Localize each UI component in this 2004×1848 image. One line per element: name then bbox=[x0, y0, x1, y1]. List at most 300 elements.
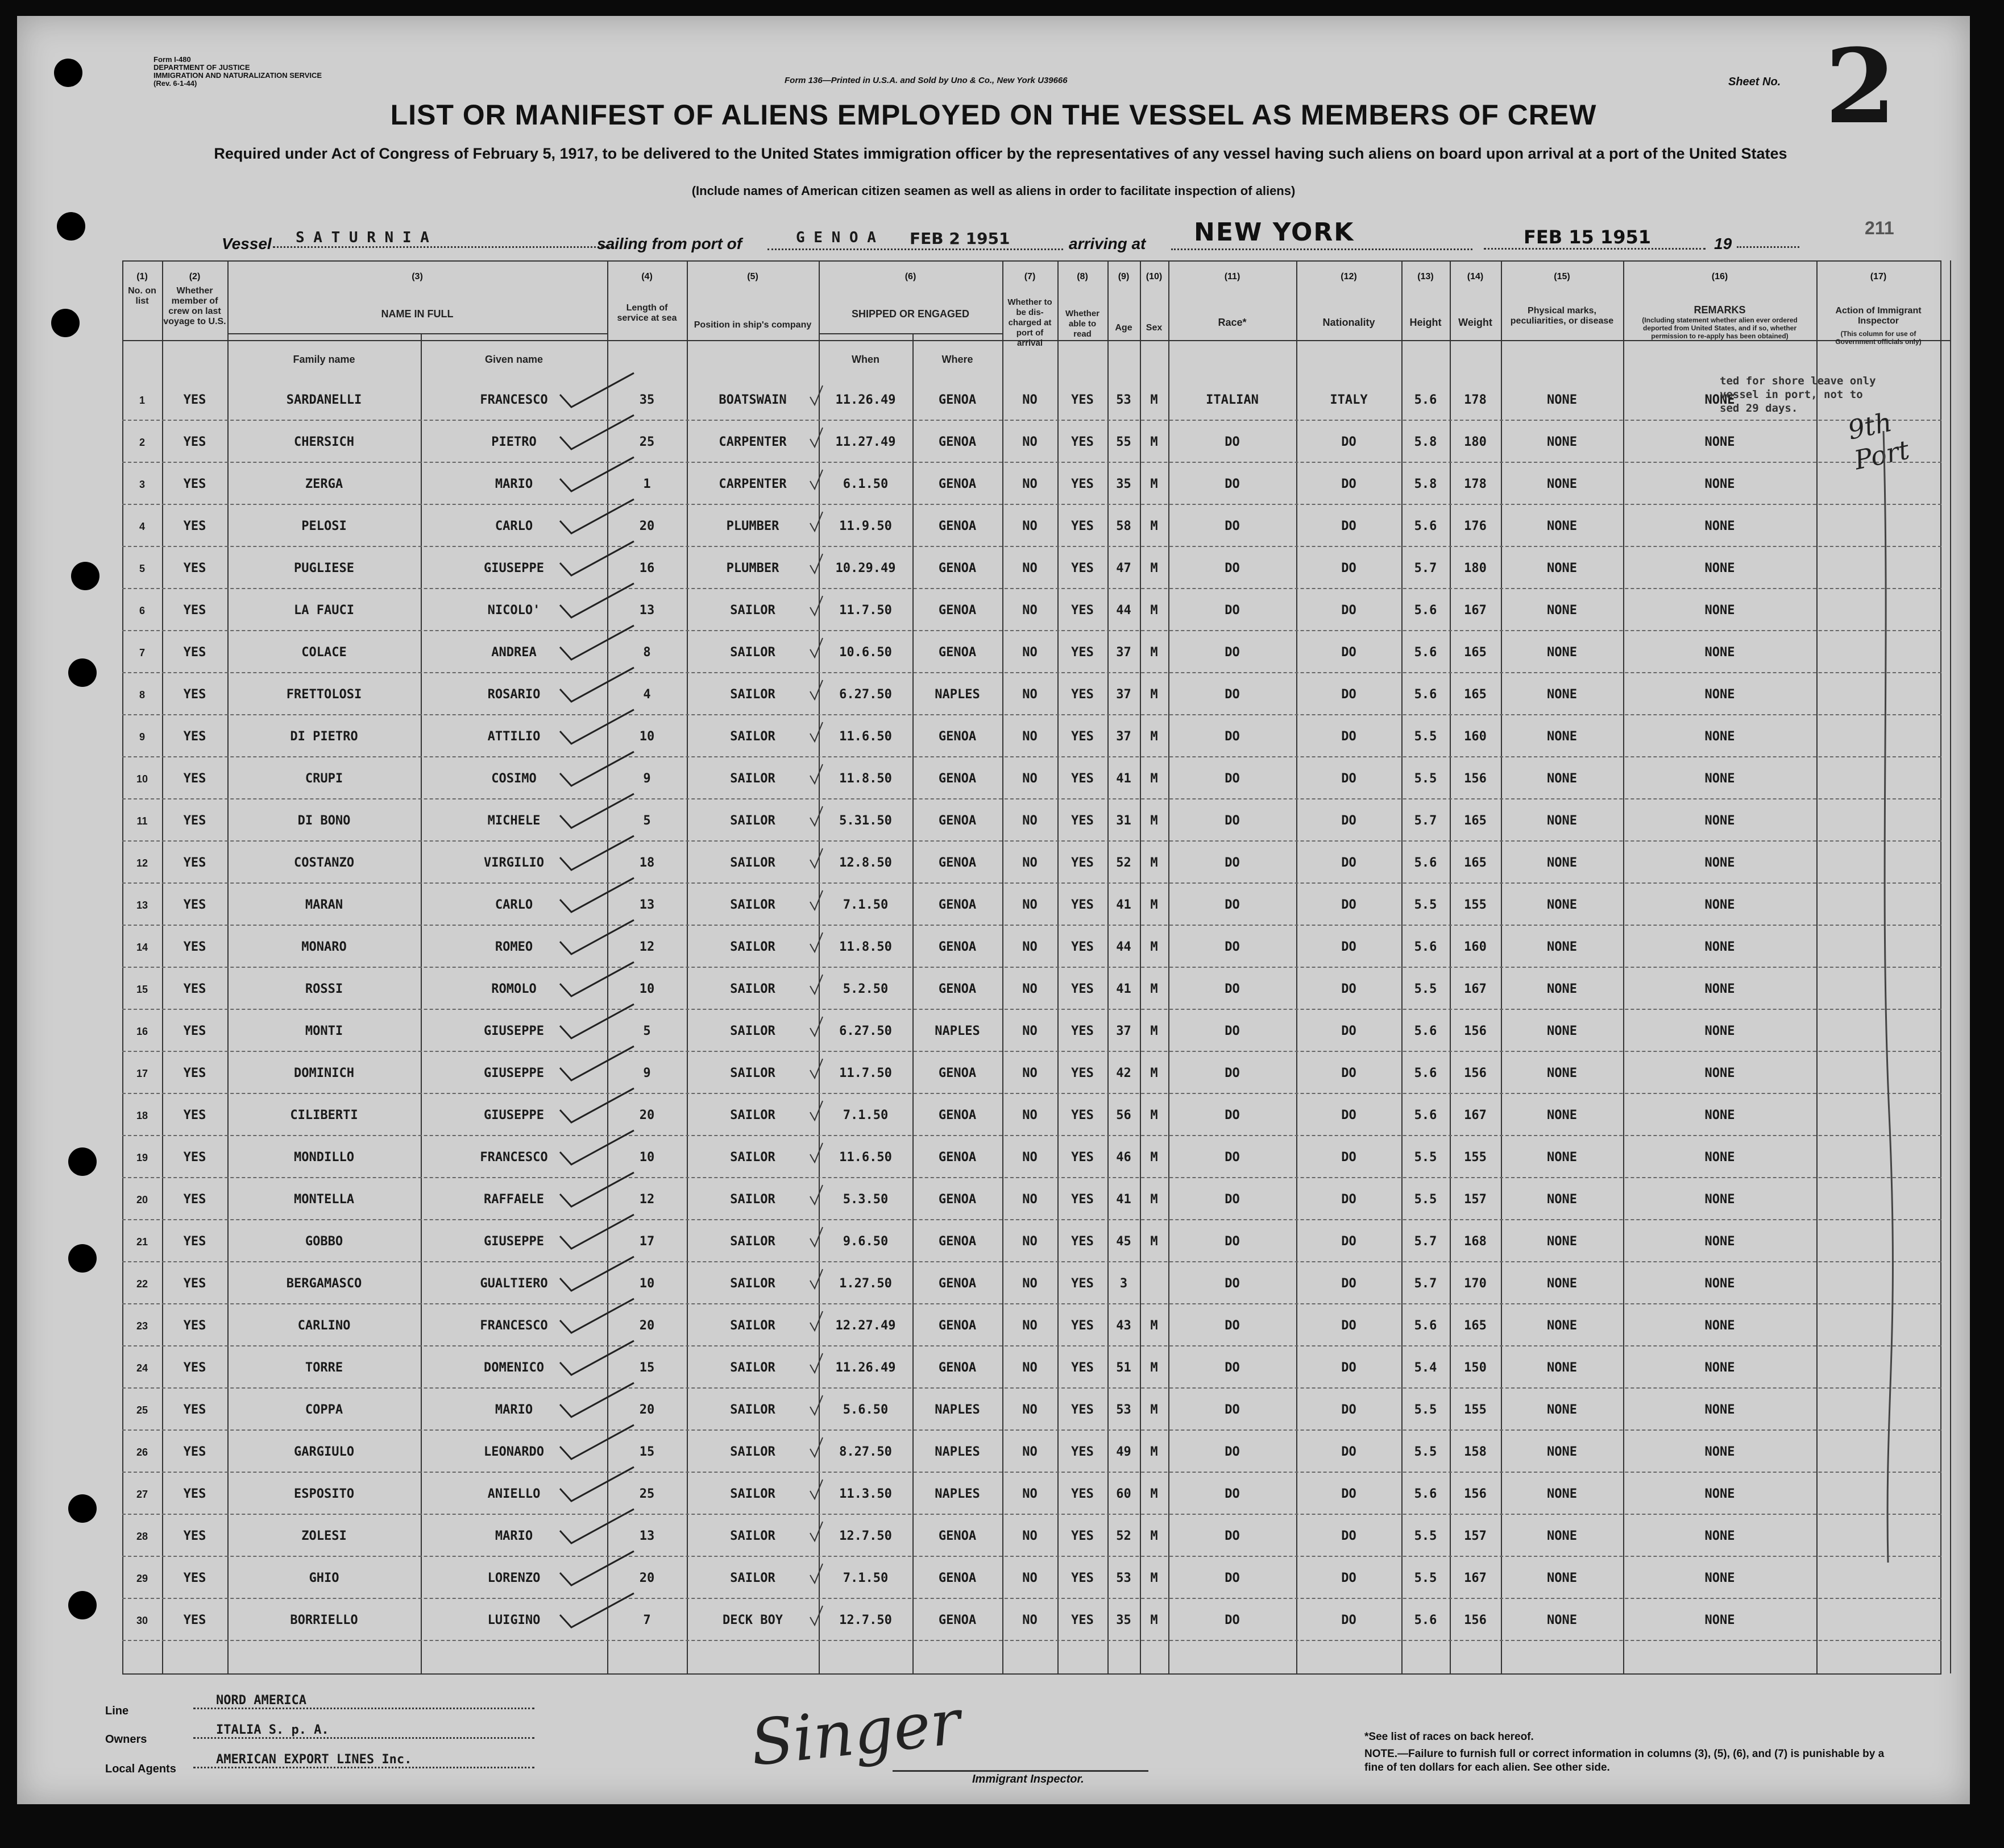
cell-given-name: GIUSEPPE bbox=[484, 561, 544, 575]
cell-sex: M bbox=[1150, 1571, 1158, 1585]
cell-sex: M bbox=[1150, 519, 1158, 533]
cell-given-name: ANIELLO bbox=[487, 1487, 541, 1501]
cell-discharged: NO bbox=[1022, 1150, 1038, 1165]
cell-weight: 165 bbox=[1464, 645, 1487, 660]
cell-age: 56 bbox=[1116, 1108, 1131, 1122]
cell-race: DO bbox=[1225, 1108, 1240, 1122]
cell-physical: NONE bbox=[1547, 1403, 1577, 1417]
cell-sex: M bbox=[1150, 1613, 1158, 1627]
cell-given-name: FRANCESCO bbox=[480, 393, 548, 407]
cell-physical: NONE bbox=[1547, 940, 1577, 954]
cell-read: YES bbox=[1071, 603, 1094, 618]
cell-weight: 156 bbox=[1464, 1613, 1487, 1627]
header-nationality: Nationality bbox=[1322, 317, 1375, 328]
cell-where: GENOA bbox=[938, 1361, 977, 1375]
cell-no: 5 bbox=[139, 563, 145, 574]
cell-no: 15 bbox=[136, 984, 148, 995]
cell-remarks: NONE bbox=[1704, 1487, 1735, 1501]
cell-family-name: CHERSICH bbox=[294, 435, 354, 449]
cell-service: 10 bbox=[639, 982, 655, 996]
cell-age: 53 bbox=[1116, 393, 1131, 407]
cell-weight: 160 bbox=[1464, 940, 1487, 954]
cell-no: 1 bbox=[139, 395, 145, 406]
cell-given-name: ROMOLO bbox=[491, 982, 537, 996]
cell-member: YES bbox=[183, 519, 206, 533]
cell-no: 22 bbox=[136, 1278, 148, 1290]
inspector-initials: 9th Port bbox=[1845, 406, 1912, 476]
cell-height: 5.8 bbox=[1414, 477, 1437, 491]
cell-position: DECK BOY bbox=[723, 1613, 783, 1627]
cell-race: DO bbox=[1225, 814, 1240, 828]
cell-race: DO bbox=[1225, 1529, 1240, 1543]
cell-remarks: NONE bbox=[1704, 1613, 1735, 1627]
cell-family-name: MONTI bbox=[305, 1024, 343, 1038]
cell-weight: 155 bbox=[1464, 898, 1487, 912]
cell-position: SAILOR bbox=[730, 1487, 775, 1501]
cell-physical: NONE bbox=[1547, 1529, 1577, 1543]
cell-position: SAILOR bbox=[730, 1319, 775, 1333]
checkmark-icon bbox=[560, 752, 634, 786]
cell-read: YES bbox=[1071, 1487, 1094, 1501]
cell-given-name: DOMENICO bbox=[484, 1361, 544, 1375]
cell-age: 52 bbox=[1116, 856, 1131, 870]
annotation-line: ted for shore leave only bbox=[1720, 375, 1876, 387]
cell-family-name: COSTANZO bbox=[294, 856, 354, 870]
cell-nationality: DO bbox=[1341, 814, 1356, 828]
cell-discharged: NO bbox=[1022, 898, 1038, 912]
col-number: (9) bbox=[1118, 272, 1130, 281]
cell-height: 5.7 bbox=[1414, 561, 1437, 575]
cell-sex: M bbox=[1150, 898, 1158, 912]
checkmark-icon bbox=[560, 1257, 634, 1291]
cell-read: YES bbox=[1071, 1529, 1094, 1543]
cell-weight: 167 bbox=[1464, 982, 1487, 996]
cell-sex: M bbox=[1150, 687, 1158, 702]
cell-physical: NONE bbox=[1547, 856, 1577, 870]
cell-when: 11.26.49 bbox=[835, 393, 896, 407]
checkmark-icon bbox=[560, 878, 634, 912]
col-number: (4) bbox=[641, 272, 653, 281]
cell-family-name: MONDILLO bbox=[294, 1150, 354, 1165]
cell-race: DO bbox=[1225, 561, 1240, 575]
cell-sex: M bbox=[1150, 1319, 1158, 1333]
header-whether-member: Whether member of crew on last voyage to U.S. bbox=[163, 286, 226, 326]
cell-when: 11.6.50 bbox=[839, 730, 892, 744]
agents-value: AMERICAN EXPORT LINES Inc. bbox=[193, 1752, 534, 1768]
cell-given-name: GIUSEPPE bbox=[484, 1234, 544, 1249]
cell-age: 37 bbox=[1116, 687, 1131, 702]
cell-age: 42 bbox=[1116, 1066, 1131, 1080]
cell-family-name: GHIO bbox=[309, 1571, 339, 1585]
annotation-line: sed 29 days. bbox=[1720, 402, 1798, 415]
cell-service: 17 bbox=[639, 1234, 655, 1249]
cell-race: DO bbox=[1225, 435, 1240, 449]
cell-weight: 165 bbox=[1464, 1319, 1487, 1333]
cell-when: 12.7.50 bbox=[839, 1613, 892, 1627]
checkmark-layer bbox=[122, 260, 1941, 1673]
cell-when: 11.27.49 bbox=[835, 435, 896, 449]
col-number: (6) bbox=[905, 272, 916, 281]
cell-position: SAILOR bbox=[730, 940, 775, 954]
form-id-line: (Rev. 6-1-44) bbox=[153, 79, 197, 88]
cell-member: YES bbox=[183, 898, 206, 912]
year-field bbox=[1737, 246, 1799, 248]
cell-race: DO bbox=[1225, 856, 1240, 870]
checkmark-icon bbox=[560, 1341, 634, 1375]
cell-weight: 165 bbox=[1464, 687, 1487, 702]
cell-position: PLUMBER bbox=[726, 519, 779, 533]
cell-member: YES bbox=[183, 603, 206, 618]
cell-age: 37 bbox=[1116, 645, 1131, 660]
cell-sex: M bbox=[1150, 982, 1158, 996]
cell-discharged: NO bbox=[1022, 1108, 1038, 1122]
cell-age: 37 bbox=[1116, 1024, 1131, 1038]
cell-position: PLUMBER bbox=[726, 561, 779, 575]
cell-age: 41 bbox=[1116, 898, 1131, 912]
cell-read: YES bbox=[1071, 477, 1094, 491]
cell-physical: NONE bbox=[1547, 1234, 1577, 1249]
cell-where: GENOA bbox=[938, 1066, 977, 1080]
cell-race: DO bbox=[1225, 940, 1240, 954]
cell-position: SAILOR bbox=[730, 1361, 775, 1375]
checkmark-icon bbox=[810, 512, 823, 531]
cell-read: YES bbox=[1071, 519, 1094, 533]
cell-nationality: DO bbox=[1341, 1613, 1356, 1627]
checkmark-icon bbox=[560, 1088, 634, 1122]
checkmark-icon bbox=[810, 1564, 823, 1583]
punch-hole bbox=[68, 1244, 97, 1273]
cell-height: 5.6 bbox=[1414, 856, 1437, 870]
cell-family-name: ZOLESI bbox=[301, 1529, 347, 1543]
cell-read: YES bbox=[1071, 1571, 1094, 1585]
cell-family-name: MARAN bbox=[305, 898, 343, 912]
nota-note: NOTE.—Failure to furnish full or correct information in columns (3), (5), (6), and (7) is punishable by a fine of ten dollars for each alien. See other side. bbox=[1364, 1748, 1885, 1774]
checkmark-icon bbox=[810, 428, 823, 447]
cell-race: DO bbox=[1225, 1613, 1240, 1627]
cell-age: 58 bbox=[1116, 519, 1131, 533]
cell-family-name: ESPOSITO bbox=[294, 1487, 354, 1501]
cell-service: 25 bbox=[639, 1487, 655, 1501]
cell-sex: M bbox=[1150, 1403, 1158, 1417]
cell-service: 5 bbox=[643, 1024, 651, 1038]
cell-when: 5.31.50 bbox=[839, 814, 892, 828]
cell-nationality: DO bbox=[1341, 1277, 1356, 1291]
header-remarks: REMARKS bbox=[1694, 304, 1746, 316]
cell-when: 11.8.50 bbox=[839, 940, 892, 954]
cell-given-name: CARLO bbox=[495, 898, 533, 912]
checkmark-icon bbox=[560, 1172, 634, 1207]
cell-read: YES bbox=[1071, 982, 1094, 996]
checkmark-icon bbox=[560, 583, 634, 618]
cell-race: DO bbox=[1225, 1361, 1240, 1375]
cell-member: YES bbox=[183, 940, 206, 954]
cell-nationality: DO bbox=[1341, 1571, 1356, 1585]
cell-age: 35 bbox=[1116, 1613, 1131, 1627]
cell-age: 52 bbox=[1116, 1529, 1131, 1543]
cell-position: SAILOR bbox=[730, 1066, 775, 1080]
cell-family-name: ZERGA bbox=[305, 477, 343, 491]
cell-age: 41 bbox=[1116, 772, 1131, 786]
cell-service: 25 bbox=[639, 435, 655, 449]
cell-age: 35 bbox=[1116, 477, 1131, 491]
arrival-date: FEB 15 1951 bbox=[1524, 226, 1651, 248]
cell-given-name: MICHELE bbox=[487, 814, 541, 828]
cell-age: 47 bbox=[1116, 561, 1131, 575]
cell-read: YES bbox=[1071, 772, 1094, 786]
table-border bbox=[122, 1673, 1941, 1675]
cell-given-name: MARIO bbox=[495, 477, 533, 491]
page-subtitle: Required under Act of Congress of February 5, 1917, to be delivered to the United States immigration officer by the representatives of any vessel having such aliens on board upon arrival at a port of the United States bbox=[214, 145, 1787, 162]
cell-height: 5.6 bbox=[1414, 645, 1437, 660]
cell-discharged: NO bbox=[1022, 393, 1038, 407]
cell-weight: 158 bbox=[1464, 1445, 1487, 1459]
cell-physical: NONE bbox=[1547, 603, 1577, 618]
cell-no: 11 bbox=[136, 815, 148, 827]
checkmark-icon bbox=[560, 625, 634, 660]
cell-no: 3 bbox=[139, 479, 145, 490]
cell-race: DO bbox=[1225, 519, 1240, 533]
col-number: (12) bbox=[1341, 272, 1357, 281]
cell-sex: M bbox=[1150, 814, 1158, 828]
cell-race: ITALIAN bbox=[1206, 393, 1259, 407]
cell-service: 20 bbox=[639, 1571, 655, 1585]
cell-given-name: FRANCESCO bbox=[480, 1319, 548, 1333]
cell-where: GENOA bbox=[938, 603, 977, 618]
vessel-name: S A T U R N I A bbox=[273, 229, 614, 248]
sailing-field bbox=[767, 229, 1063, 250]
cell-service: 10 bbox=[639, 1277, 655, 1291]
cell-given-name: ROSARIO bbox=[487, 687, 541, 702]
inspector-signature: Singer bbox=[747, 1685, 964, 1780]
cell-member: YES bbox=[183, 1319, 206, 1333]
cell-nationality: DO bbox=[1341, 645, 1356, 660]
cell-remarks: NONE bbox=[1704, 814, 1735, 828]
cell-nationality: DO bbox=[1341, 477, 1356, 491]
cell-service: 16 bbox=[639, 561, 655, 575]
cell-service: 13 bbox=[639, 1529, 655, 1543]
cell-member: YES bbox=[183, 1192, 206, 1207]
cell-position: SAILOR bbox=[730, 856, 775, 870]
cell-physical: NONE bbox=[1547, 1277, 1577, 1291]
cell-service: 20 bbox=[639, 1108, 655, 1122]
cell-weight: 156 bbox=[1464, 1024, 1487, 1038]
checkmark-icon bbox=[560, 499, 634, 533]
header-age: Age bbox=[1115, 323, 1132, 333]
checkmark-icon bbox=[810, 596, 823, 615]
header-given-name: Given name bbox=[484, 354, 543, 365]
header-position: Position in ship's company bbox=[694, 320, 812, 330]
cell-position: SAILOR bbox=[730, 1403, 775, 1417]
cell-when: 5.6.50 bbox=[843, 1403, 889, 1417]
cell-remarks: NONE bbox=[1704, 1192, 1735, 1207]
crew-table bbox=[122, 260, 1941, 1682]
cell-sex: M bbox=[1150, 561, 1158, 575]
cell-read: YES bbox=[1071, 1445, 1094, 1459]
cell-read: YES bbox=[1071, 1108, 1094, 1122]
cell-race: DO bbox=[1225, 772, 1240, 786]
cell-remarks: NONE bbox=[1704, 1024, 1735, 1038]
cell-age: 46 bbox=[1116, 1150, 1131, 1165]
cell-read: YES bbox=[1071, 1319, 1094, 1333]
cell-no: 12 bbox=[136, 857, 148, 869]
cell-family-name: CILIBERTI bbox=[290, 1108, 358, 1122]
col-number: (13) bbox=[1417, 272, 1434, 281]
cell-height: 5.5 bbox=[1414, 1571, 1437, 1585]
cell-weight: 155 bbox=[1464, 1150, 1487, 1165]
cell-when: 11.3.50 bbox=[839, 1487, 892, 1501]
cell-physical: NONE bbox=[1547, 1066, 1577, 1080]
cell-weight: 180 bbox=[1464, 561, 1487, 575]
header-shipped: SHIPPED OR ENGAGED bbox=[851, 308, 970, 320]
cell-nationality: DO bbox=[1341, 1487, 1356, 1501]
cell-when: 9.6.50 bbox=[843, 1234, 889, 1249]
cell-race: DO bbox=[1225, 1277, 1240, 1291]
header-where: Where bbox=[941, 354, 973, 365]
cell-height: 5.6 bbox=[1414, 1613, 1437, 1627]
cell-nationality: DO bbox=[1341, 687, 1356, 702]
cell-service: 9 bbox=[643, 772, 651, 786]
cell-physical: NONE bbox=[1547, 687, 1577, 702]
cell-physical: NONE bbox=[1547, 730, 1577, 744]
checkmark-icon bbox=[560, 710, 634, 744]
checkmark-icon bbox=[560, 1130, 634, 1165]
cell-weight: 170 bbox=[1464, 1277, 1487, 1291]
cell-read: YES bbox=[1071, 1024, 1094, 1038]
cell-discharged: NO bbox=[1022, 982, 1038, 996]
agents-label: Local Agents bbox=[105, 1763, 176, 1775]
cell-position: SAILOR bbox=[730, 603, 775, 618]
cell-physical: NONE bbox=[1547, 1571, 1577, 1585]
form-id-line: Form I-480 bbox=[153, 55, 191, 64]
cell-read: YES bbox=[1071, 1066, 1094, 1080]
cell-nationality: DO bbox=[1341, 1192, 1356, 1207]
cell-member: YES bbox=[183, 1613, 206, 1627]
cell-no: 20 bbox=[136, 1194, 148, 1205]
cell-no: 25 bbox=[136, 1404, 148, 1416]
cell-family-name: PUGLIESE bbox=[294, 561, 354, 575]
cell-remarks: NONE bbox=[1704, 730, 1735, 744]
cell-race: DO bbox=[1225, 645, 1240, 660]
cell-weight: 178 bbox=[1464, 393, 1487, 407]
col-number: (3) bbox=[412, 272, 423, 281]
cell-age: 55 bbox=[1116, 435, 1131, 449]
cell-read: YES bbox=[1071, 814, 1094, 828]
cell-member: YES bbox=[183, 687, 206, 702]
header-remarks-note: (Including statement whether alien ever ordered deported from United States, and if so, whether permission to re-apply has been obtained) bbox=[1642, 316, 1798, 340]
cell-member: YES bbox=[183, 772, 206, 786]
checkmark-icon bbox=[810, 933, 823, 952]
cell-height: 5.6 bbox=[1414, 1066, 1437, 1080]
cell-discharged: NO bbox=[1022, 687, 1038, 702]
cell-height: 5.6 bbox=[1414, 1108, 1437, 1122]
header-length-service: Length of service at sea bbox=[617, 303, 677, 323]
cell-where: NAPLES bbox=[935, 687, 980, 702]
col-number: (7) bbox=[1024, 272, 1036, 281]
sailing-port: G E N O A bbox=[796, 229, 876, 246]
cell-weight: 178 bbox=[1464, 477, 1487, 491]
cell-service: 15 bbox=[639, 1361, 655, 1375]
cell-height: 5.4 bbox=[1414, 1361, 1437, 1375]
cell-position: SAILOR bbox=[730, 898, 775, 912]
cell-discharged: NO bbox=[1022, 1487, 1038, 1501]
cell-age: 43 bbox=[1116, 1319, 1131, 1333]
cell-physical: NONE bbox=[1547, 1108, 1577, 1122]
cell-service: 20 bbox=[639, 1319, 655, 1333]
checkmark-icon bbox=[810, 722, 823, 741]
cell-given-name: GIUSEPPE bbox=[484, 1024, 544, 1038]
cell-physical: NONE bbox=[1547, 435, 1577, 449]
cell-physical: NONE bbox=[1547, 814, 1577, 828]
cell-remarks: NONE bbox=[1704, 477, 1735, 491]
cell-given-name: ROMEO bbox=[495, 940, 533, 954]
cell-nationality: DO bbox=[1341, 603, 1356, 618]
form-id-block bbox=[153, 56, 358, 88]
cell-height: 5.7 bbox=[1414, 814, 1437, 828]
cell-where: GENOA bbox=[938, 1108, 977, 1122]
cell-race: DO bbox=[1225, 1403, 1240, 1417]
cell-weight: 167 bbox=[1464, 1108, 1487, 1122]
header-physical: Physical marks, peculiarities, or disease bbox=[1510, 306, 1614, 326]
cell-where: NAPLES bbox=[935, 1024, 980, 1038]
cell-member: YES bbox=[183, 435, 206, 449]
cell-read: YES bbox=[1071, 898, 1094, 912]
line-value: NORD AMERICA bbox=[193, 1693, 534, 1709]
cell-no: 14 bbox=[136, 942, 148, 953]
cell-when: 12.7.50 bbox=[839, 1529, 892, 1543]
cell-discharged: NO bbox=[1022, 1066, 1038, 1080]
cell-nationality: DO bbox=[1341, 1445, 1356, 1459]
cell-when: 11.6.50 bbox=[839, 1150, 892, 1165]
cell-nationality: DO bbox=[1341, 1108, 1356, 1122]
cell-no: 13 bbox=[136, 900, 148, 911]
cell-race: DO bbox=[1225, 1024, 1240, 1038]
cell-family-name: PELOSI bbox=[301, 519, 347, 533]
checkmark-icon bbox=[810, 1059, 823, 1078]
cell-height: 5.6 bbox=[1414, 940, 1437, 954]
checkmark-icon bbox=[810, 764, 823, 784]
cell-discharged: NO bbox=[1022, 1529, 1038, 1543]
cell-weight: 165 bbox=[1464, 856, 1487, 870]
punch-hole bbox=[54, 59, 82, 87]
cell-no: 19 bbox=[136, 1152, 148, 1163]
cell-service: 4 bbox=[643, 687, 651, 702]
cell-discharged: NO bbox=[1022, 1024, 1038, 1038]
cell-service: 10 bbox=[639, 730, 655, 744]
cell-physical: NONE bbox=[1547, 519, 1577, 533]
cell-sex: M bbox=[1150, 1108, 1158, 1122]
cell-remarks: NONE bbox=[1704, 1361, 1735, 1375]
checkmark-icon bbox=[810, 1185, 823, 1204]
cell-no: 6 bbox=[139, 605, 145, 616]
header-when: When bbox=[852, 354, 879, 365]
cell-physical: NONE bbox=[1547, 1150, 1577, 1165]
checkmark-icon bbox=[560, 415, 634, 449]
punch-hole bbox=[51, 309, 80, 337]
cell-family-name: BERGAMASCO bbox=[286, 1277, 362, 1291]
cell-no: 9 bbox=[139, 731, 145, 743]
cell-when: 5.3.50 bbox=[843, 1192, 889, 1207]
cell-remarks: NONE bbox=[1704, 1108, 1735, 1122]
header-weight: Weight bbox=[1458, 317, 1492, 328]
cell-where: GENOA bbox=[938, 1277, 977, 1291]
stamp-number: 211 bbox=[1865, 218, 1894, 238]
cell-family-name: BORRIELLO bbox=[290, 1613, 358, 1627]
header-sex: Sex bbox=[1146, 323, 1163, 333]
cell-physical: NONE bbox=[1547, 1192, 1577, 1207]
cell-where: GENOA bbox=[938, 856, 977, 870]
cell-no: 27 bbox=[136, 1489, 148, 1500]
cell-nationality: DO bbox=[1341, 435, 1356, 449]
